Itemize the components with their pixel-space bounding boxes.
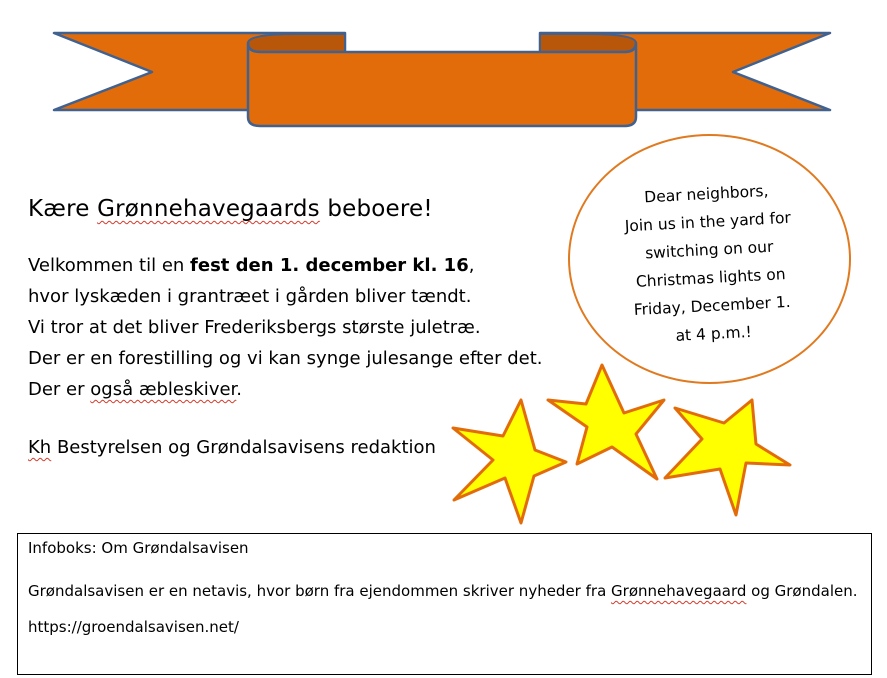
website-link[interactable]: https://groendalsavisen.net/	[28, 618, 239, 636]
info-box-description: Grøndalsavisen er en netavis, hvor børn fra ejendommen skriver nyheder fra Grønnehavegaard og Grøndalen.	[28, 582, 858, 600]
signature: Kh Bestyrelsen og Grøndalsavisens redaktion	[28, 437, 436, 458]
stars-group	[440, 355, 810, 535]
ribbon-left-fold	[248, 34, 345, 52]
bubble-line: Dear neighbors,	[643, 181, 769, 207]
body-line-2: hvor lyskæden i grantræet i gården bliver tændt.	[28, 286, 472, 307]
bubble-line: Join us in the yard for	[623, 208, 791, 236]
star-icon	[453, 400, 566, 523]
info-box	[17, 533, 872, 675]
ribbon-right-fold	[540, 34, 636, 52]
english-invitation-bubble	[568, 134, 851, 384]
info-box-title: Infoboks: Om Grøndalsavisen	[28, 539, 249, 557]
greeting-heading: Kære Grønnehavegaards beboere!	[28, 196, 433, 222]
body-line-5: Der er også æbleskiver.	[28, 379, 243, 400]
bubble-line: at 4 p.m.!	[674, 322, 752, 345]
ribbon-banner	[0, 0, 887, 135]
bubble-text	[605, 175, 814, 353]
body-line-3: Vi tror at det bliver Frederiksbergs største juletræ.	[28, 317, 481, 338]
body-line-1: Velkommen til en fest den 1. december kl. 16,	[28, 255, 475, 276]
body-line-4: Der er en forestilling og vi kan synge julesange efter det.	[28, 348, 543, 369]
star-icon	[665, 400, 790, 515]
bubble-line: Christmas lights on	[634, 265, 786, 291]
bubble-line: switching on our	[644, 237, 774, 263]
bubble-line: Friday, December 1.	[632, 292, 791, 320]
ribbon-center	[248, 43, 636, 126]
